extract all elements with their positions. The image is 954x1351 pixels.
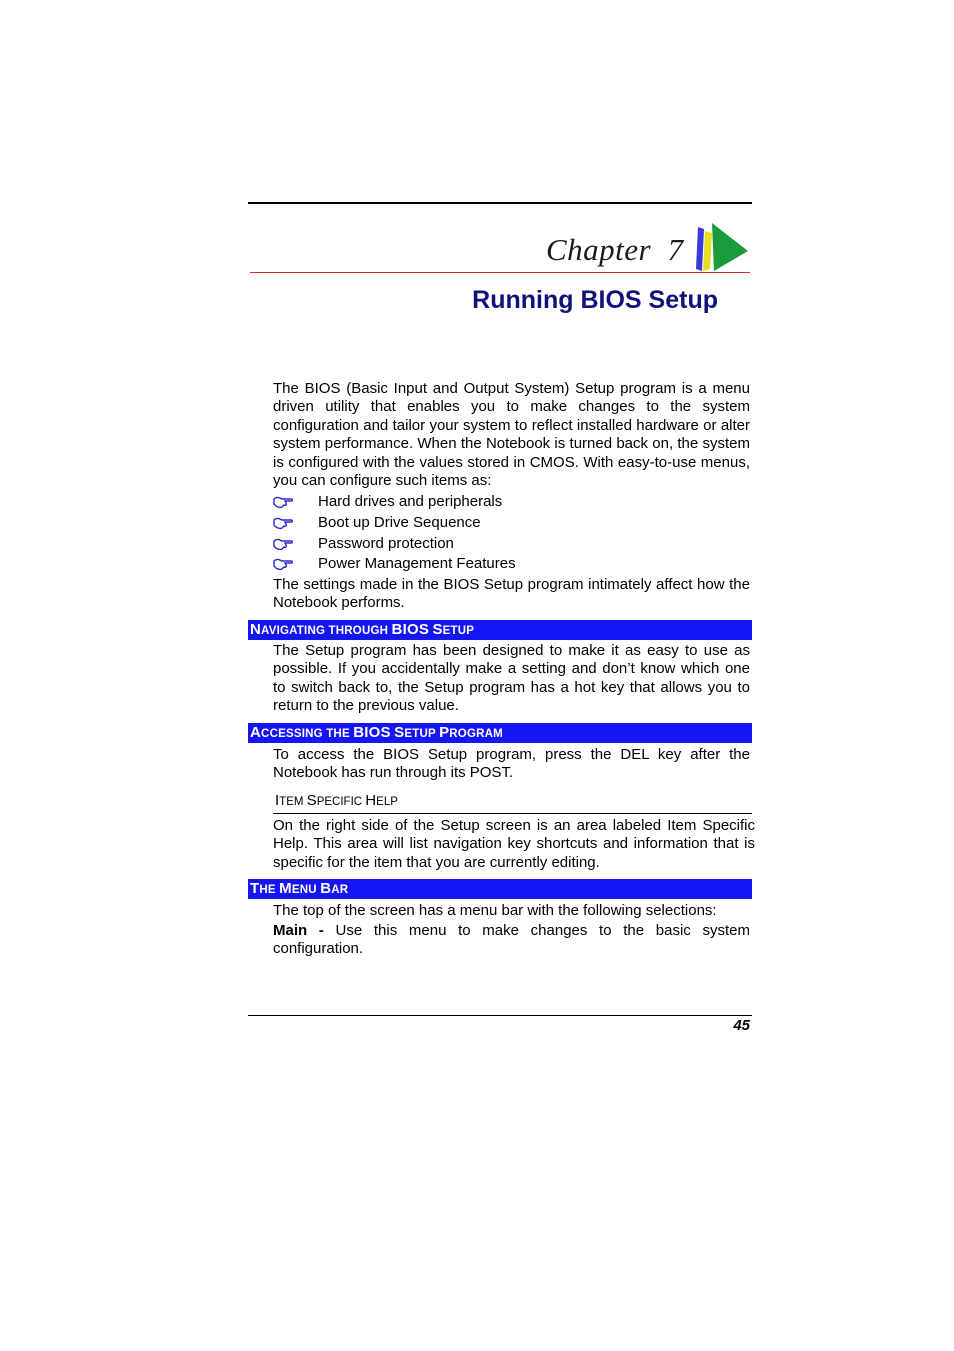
- menu-bar-text: The top of the screen has a menu bar with the following selections:: [273, 902, 717, 919]
- subsection-heading-item-help: ITEM SPECIFIC HELP: [275, 792, 398, 809]
- section-heading-accessing: ACCESSING THE BIOS SETUP PROGRAM: [248, 723, 752, 743]
- list-item-label: Password protection: [318, 535, 454, 552]
- subsection-rule: [273, 813, 752, 814]
- menu-main-description: [273, 922, 750, 959]
- list-item-label: Boot up Drive Sequence: [318, 514, 481, 531]
- intro-paragraph: The BIOS (Basic Input and Output System) Setup program is a menu driven utility that enables you to make changes to the system configuration and tailor your system to reflect installed hardware or alter system performance. When the Notebook is turned back on, the system is configured with the values stored in CMOS. With easy-to-use menus, you can configure such items as:: [273, 380, 750, 490]
- chapter-rule: [250, 272, 750, 273]
- pointing-hand-icon: [273, 557, 293, 571]
- header-rule: [248, 202, 752, 204]
- navigating-text: The Setup program has been designed to make it as easy to use as possible. If you accidentally make a setting and don’t know which one to switch back to, the Setup program has a hot key that allows you to return to the previous value.: [273, 642, 750, 715]
- intro-closing: The settings made in the BIOS Setup program intimately affect how the Notebook performs.: [273, 576, 750, 612]
- menu-main-text: Use this menu to make changes to the basic system configuration.: [273, 922, 750, 958]
- section-heading-navigating: NAVIGATING THROUGH BIOS SETUP: [248, 620, 752, 640]
- pointing-hand-icon: [273, 516, 293, 530]
- chapter-label: Chapter 7: [546, 232, 684, 267]
- list-item-label: Hard drives and peripherals: [318, 493, 503, 510]
- page-title: Running BIOS Setup: [472, 286, 718, 314]
- accessing-text: To access the BIOS Setup program, press the DEL key after the Notebook has run through its POST.: [273, 746, 750, 782]
- section-heading-menu-bar: THE MENU BAR: [248, 879, 752, 899]
- chapter-logo: [694, 221, 750, 273]
- page-number: 45: [733, 1017, 750, 1034]
- list-item-label: Power Management Features: [318, 555, 516, 572]
- menu-main-label: Main -: [273, 922, 336, 939]
- footer-rule: [248, 1015, 752, 1016]
- item-help-text: On the right side of the Setup screen is an area labeled Item Specific Help. This area will list navigation key shortcuts and information that is specific for the item that you are currently editing.: [273, 817, 755, 871]
- pointing-hand-icon: [273, 537, 293, 551]
- pointing-hand-icon: [273, 495, 293, 509]
